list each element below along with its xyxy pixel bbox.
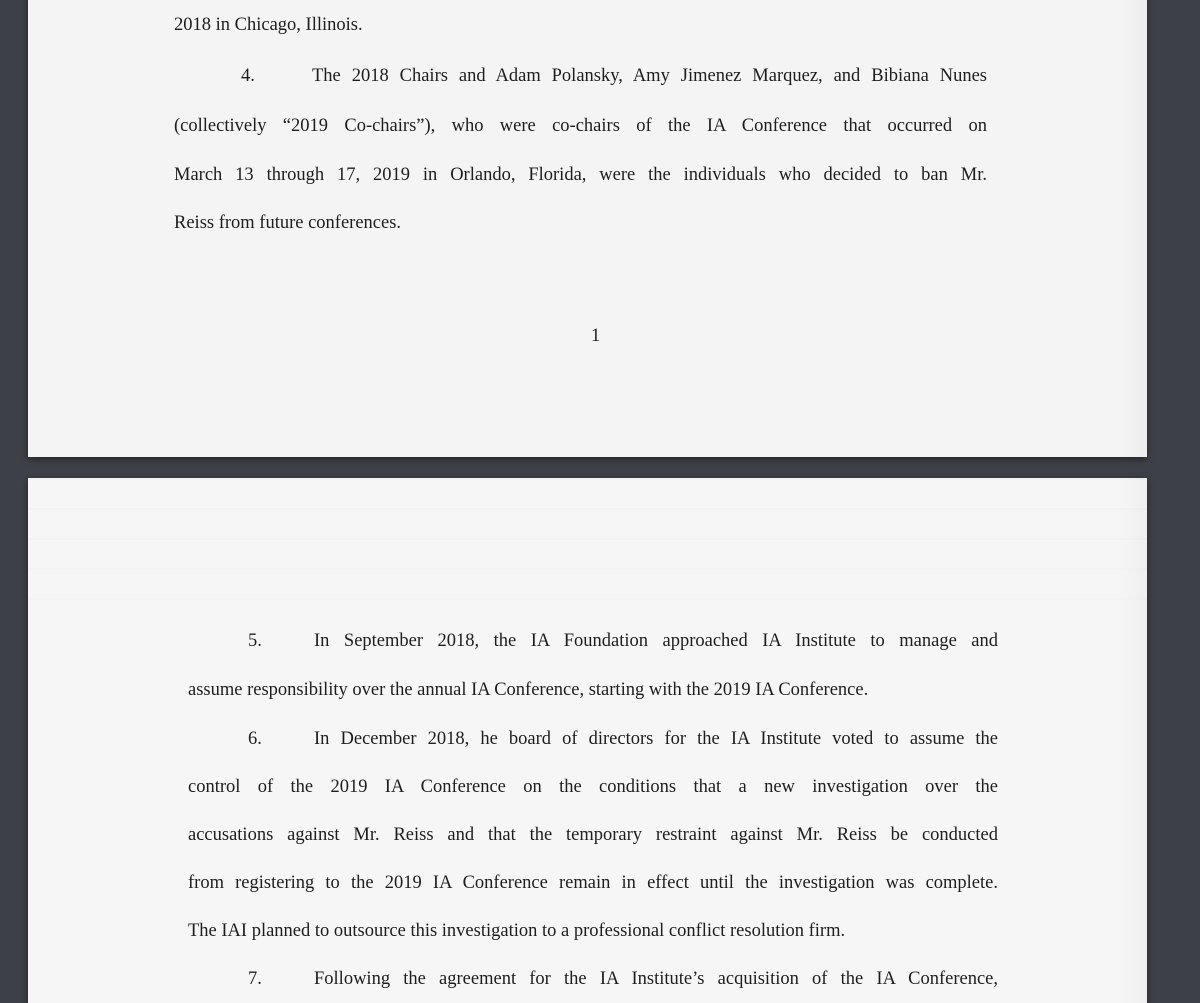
page-text-line: The 2018 Chairs and Adam Polansky, Amy Jimenez Marquez, and Bibiana Nunes — [312, 66, 987, 86]
page-text-line: Reiss from future conferences. — [174, 213, 402, 233]
page-text-line: In December 2018, he board of directors for the IA Institute voted to assume the — [314, 729, 998, 749]
paragraph-number: 4. — [241, 66, 255, 86]
page-number: 1 — [591, 326, 601, 346]
page-text-line: March 13 through 17, 2019 in Orlando, Florida, were the individuals who decided to ban Mr. — [174, 165, 987, 185]
paragraph-number: 5. — [248, 631, 262, 651]
page-text-line: The IAI planned to outsource this investigation to a professional conflict resolution firm. — [188, 921, 846, 941]
page-text-line: control of the 2019 IA Conference on the conditions that a new investigation over the — [188, 777, 998, 797]
page-text-line: from registering to the 2019 IA Conference remain in effect until the investigation was complete. — [188, 873, 998, 893]
paragraph-number: 7. — [248, 969, 262, 989]
page-text-line: assume responsibility over the annual IA Conference, starting with the 2019 IA Conference. — [188, 680, 869, 700]
document-page-2 — [28, 478, 1147, 1003]
paragraph-number: 6. — [248, 729, 262, 749]
document-page-1 — [28, 0, 1147, 457]
scan-noise — [28, 478, 1147, 618]
page-edge-shadow — [1117, 478, 1147, 1003]
page-text-line: accusations against Mr. Reiss and that the temporary restraint against Mr. Reiss be conducted — [188, 825, 998, 845]
page-text-line: In September 2018, the IA Foundation approached IA Institute to manage and — [314, 631, 998, 651]
page-text-line: Following the agreement for the IA Institute’s acquisition of the IA Conference, — [314, 969, 998, 989]
page-edge-shadow — [1117, 0, 1147, 457]
page-text-line: (collectively “2019 Co-chairs”), who were co-chairs of the IA Conference that occurred on — [174, 116, 987, 136]
page-text-line: 2018 in Chicago, Illinois. — [174, 15, 363, 35]
